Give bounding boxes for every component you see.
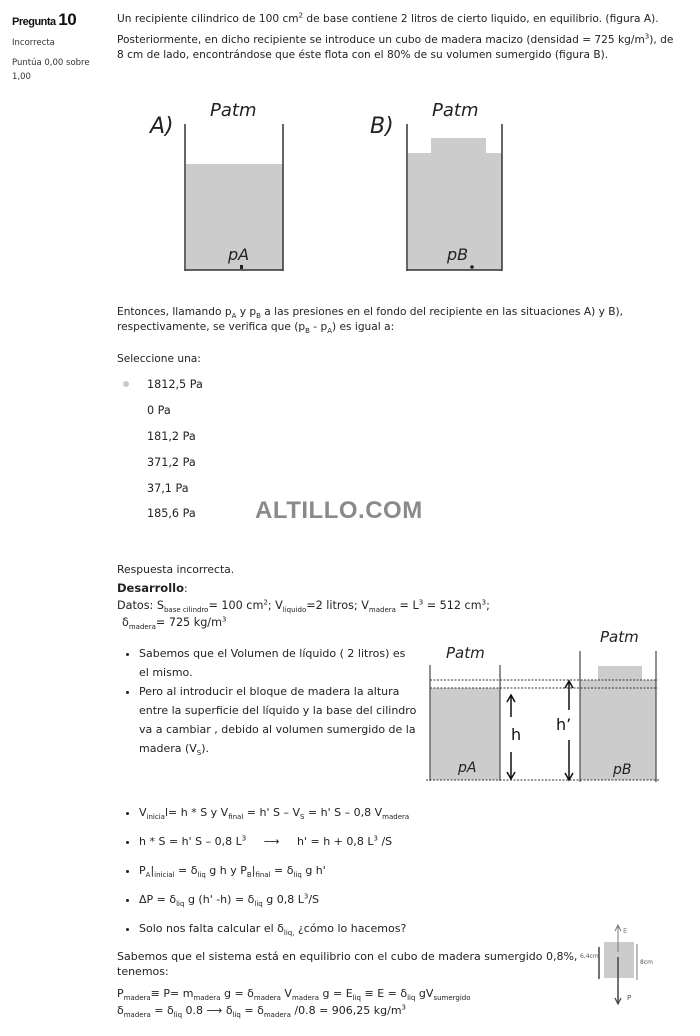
figure-containers-a-b [140, 88, 520, 278]
pressure-label-pa: pA [228, 245, 250, 264]
watermark: ALTILLO.COM [255, 497, 423, 524]
text: | [251, 864, 256, 877]
text: l= h * S y V [164, 806, 229, 819]
text: g 0,8 L [262, 893, 304, 906]
answer-label: 37,1 Pa [147, 481, 189, 495]
text: = h' S – 0,8 V [304, 806, 383, 819]
question-grade: Puntúa 0,00 sobre 1,00 [12, 58, 90, 82]
wood-cube-b [431, 138, 486, 154]
text: = δ [150, 1004, 174, 1017]
text: = 725 kg/m [155, 616, 222, 629]
pressure-label-pb: pB [447, 245, 469, 264]
question-statement [117, 12, 677, 63]
question-label: Pregunta [12, 16, 56, 28]
bullet-item [139, 893, 577, 922]
text: δ [122, 616, 129, 629]
bullet-item [139, 806, 577, 835]
text: = δ [270, 864, 294, 877]
patm-label-a: Patm [210, 100, 257, 121]
patm-label-right: Patm [600, 628, 639, 646]
subscript: liquido [282, 606, 307, 615]
text: a las presiones en el fondo del recipiente en las situaciones A) y B), respectivamente, se verifica que (p [117, 306, 623, 333]
text: V [280, 987, 292, 1000]
text: δ [117, 1004, 124, 1017]
text: = 100 cm [208, 599, 264, 612]
subscript: base cilindro [163, 606, 209, 615]
subscript: liq [293, 871, 302, 880]
question-number-value: 10 [58, 10, 77, 29]
answer-list [120, 372, 203, 527]
statement-line-2 [117, 33, 677, 63]
subscript: inicia [146, 813, 165, 822]
question-info [12, 10, 102, 84]
text: g = E [319, 987, 353, 1000]
text: Datos: S [117, 599, 164, 612]
superscript: 3 [401, 1003, 407, 1012]
text: Un recipiente cilindrico de 100 cm [117, 13, 299, 25]
superscript: 3 [373, 834, 378, 843]
arrow: ⟶ [260, 835, 283, 848]
text: g h y P [205, 864, 247, 877]
text: P [117, 987, 124, 1000]
answer-option[interactable] [120, 475, 203, 501]
patm-label-b: Patm [432, 100, 479, 121]
text: ΔP = δ [139, 893, 177, 906]
explanation-bullets-2 [117, 806, 577, 951]
text: ≡ P= m [150, 987, 194, 1000]
equation-1 [117, 985, 587, 1002]
text: /0.8 = 906,25 kg/m [290, 1004, 402, 1017]
feedback [117, 561, 697, 631]
superscript: 2 [298, 11, 304, 20]
subscript: B [305, 327, 310, 336]
bullet-item [139, 644, 417, 682]
text: Solo nos falta calcular el δ [139, 922, 284, 935]
text: gV [415, 987, 434, 1000]
superscript: 3 [241, 834, 247, 843]
submerged-dim-label: 6,4cm [580, 953, 599, 960]
text: =2 litros; V [306, 599, 369, 612]
subscript: B [256, 312, 261, 321]
feedback-result: Respuesta incorrecta. [117, 563, 235, 576]
subscript: madera [382, 813, 410, 822]
subscript: madera [253, 994, 281, 1003]
subscript: inicial [154, 871, 175, 880]
text: g (h' -h) = δ [184, 893, 255, 906]
answer-label: 185,6 Pa [147, 507, 196, 521]
subscript: final [228, 813, 244, 822]
subscript: liq [352, 994, 361, 1003]
subscript: madera [368, 606, 396, 615]
text: ¿cómo lo hacemos? [294, 922, 407, 935]
statement-line-1 [117, 12, 677, 27]
weight-label: P [627, 994, 632, 1002]
subscript: madera [128, 623, 156, 632]
colon: : [183, 582, 188, 595]
question-state: Incorrecta [12, 38, 55, 48]
superscript: 3 [481, 598, 487, 607]
pressure-label-pa: pA [458, 760, 477, 776]
datos-line [117, 597, 697, 614]
heading-text: Desarrollo [117, 581, 184, 595]
final-derivation [117, 949, 587, 1019]
text: y p [236, 306, 257, 318]
bullet-item [139, 864, 577, 893]
subscript: liq [173, 1011, 183, 1020]
subscript: madera [193, 994, 221, 1003]
subscript: A [145, 871, 151, 880]
text: Pero al introducir el bloque de madera la altura entre la superficie del líquido y la base del cilindro va a cambiar , debido al volumen sumergido de la madera (V [139, 685, 417, 755]
figure-label-a: A) [150, 114, 174, 139]
text: = 512 cm [423, 599, 482, 612]
bullet-item [139, 835, 577, 864]
subscript: madera [263, 1011, 291, 1020]
text: g = δ [220, 987, 254, 1000]
answer-label: 0 Pa [147, 404, 171, 418]
question-number [12, 10, 102, 30]
selected-radio-icon[interactable] [123, 381, 129, 387]
superscript: 3 [644, 32, 650, 41]
subscript: liq [254, 900, 263, 909]
cube [604, 942, 634, 978]
superscript: 3 [303, 892, 309, 901]
subscript: sumergido [433, 994, 471, 1003]
text: h * S = h' S – 0,8 L [139, 835, 242, 848]
development-heading [117, 580, 697, 597]
text: Sabemos que el Volumen de líquido ( 2 litros) es el mismo. [139, 647, 406, 679]
text: V [139, 806, 147, 819]
subscript: madera [123, 1011, 151, 1020]
side-dim-label: 8cm [640, 959, 653, 966]
text: g h' [301, 864, 326, 877]
text: ). [201, 742, 210, 755]
h-prime-label: h’ [556, 715, 572, 734]
equation-2 [117, 1002, 587, 1019]
text: ≡ E = δ [360, 987, 408, 1000]
subscript: S [196, 749, 202, 758]
select-prompt: Seleccione una: [117, 353, 201, 365]
answer-label: 181,2 Pa [147, 429, 196, 443]
patm-label-left: Patm [446, 644, 485, 662]
equilibrium-text: Sabemos que el sistema está en equilibrio con el cubo de madera sumergido 0,8%, tenemos: [117, 950, 578, 978]
buoyancy-label: E [623, 927, 628, 935]
cube-forces-figure [578, 922, 658, 1007]
subscript: B [246, 871, 252, 880]
text: 0.8 ⟶ δ [182, 1004, 233, 1017]
bullet-item [139, 682, 417, 758]
text: de base contiene 2 litros de cierto liquido, en equilibrio. (figura A). [303, 13, 659, 25]
h-label: h [511, 725, 522, 744]
text: h' = h + 0,8 L [296, 835, 374, 848]
answer-option[interactable] [120, 398, 203, 424]
subscript: madera [291, 994, 319, 1003]
subscript: liq [176, 900, 185, 909]
text: ; V [267, 599, 283, 612]
text: ) es igual a: [331, 321, 395, 333]
answer-option[interactable] [120, 372, 203, 398]
figure-label-b: B) [370, 114, 394, 139]
subscript: A [327, 327, 332, 336]
subscript: liq [232, 1011, 241, 1020]
superscript: 2 [263, 598, 268, 607]
text: | [150, 864, 155, 877]
subscript: A [231, 312, 237, 321]
answer-option[interactable] [120, 501, 203, 527]
text: = δ [174, 864, 198, 877]
superscript: 3 [221, 615, 227, 624]
text: = δ [240, 1004, 264, 1017]
text: Posteriormente, en dicho recipiente se introduce un cubo de madera macizo (densidad = 725 kg/m [117, 34, 645, 46]
subscript: liq, [283, 929, 295, 938]
subscript: liq [407, 994, 416, 1003]
answer-label: 1812,5 Pa [147, 378, 203, 392]
pressure-label-pb: pB [613, 762, 632, 778]
point-b [470, 265, 474, 269]
text: = h' S – V [243, 806, 300, 819]
answer-label: 371,2 Pa [147, 455, 196, 469]
text: ), de 8 cm de lado, encontrándose que éste flota con el 80% de su volumen sumergido (figura B). [117, 34, 674, 61]
text: - p [309, 321, 328, 333]
bullet-item [139, 922, 577, 951]
explanation-bullets-1 [117, 644, 417, 758]
answer-option[interactable] [120, 424, 203, 450]
subscript: final [255, 871, 271, 880]
text: /S [308, 893, 320, 906]
text: Entonces, llamando p [117, 306, 232, 318]
subscript: liq [197, 871, 206, 880]
figure-heights [418, 622, 700, 787]
superscript: 3 [418, 598, 424, 607]
text: /S [377, 835, 393, 848]
point-a [240, 265, 243, 269]
text: ; [486, 599, 490, 612]
text: = L [395, 599, 419, 612]
answer-option[interactable] [120, 449, 203, 475]
text: P [139, 864, 146, 877]
subscript: S [300, 813, 305, 822]
subscript: madera [123, 994, 151, 1003]
wood-cube-right [598, 666, 642, 680]
question-text [117, 305, 677, 335]
